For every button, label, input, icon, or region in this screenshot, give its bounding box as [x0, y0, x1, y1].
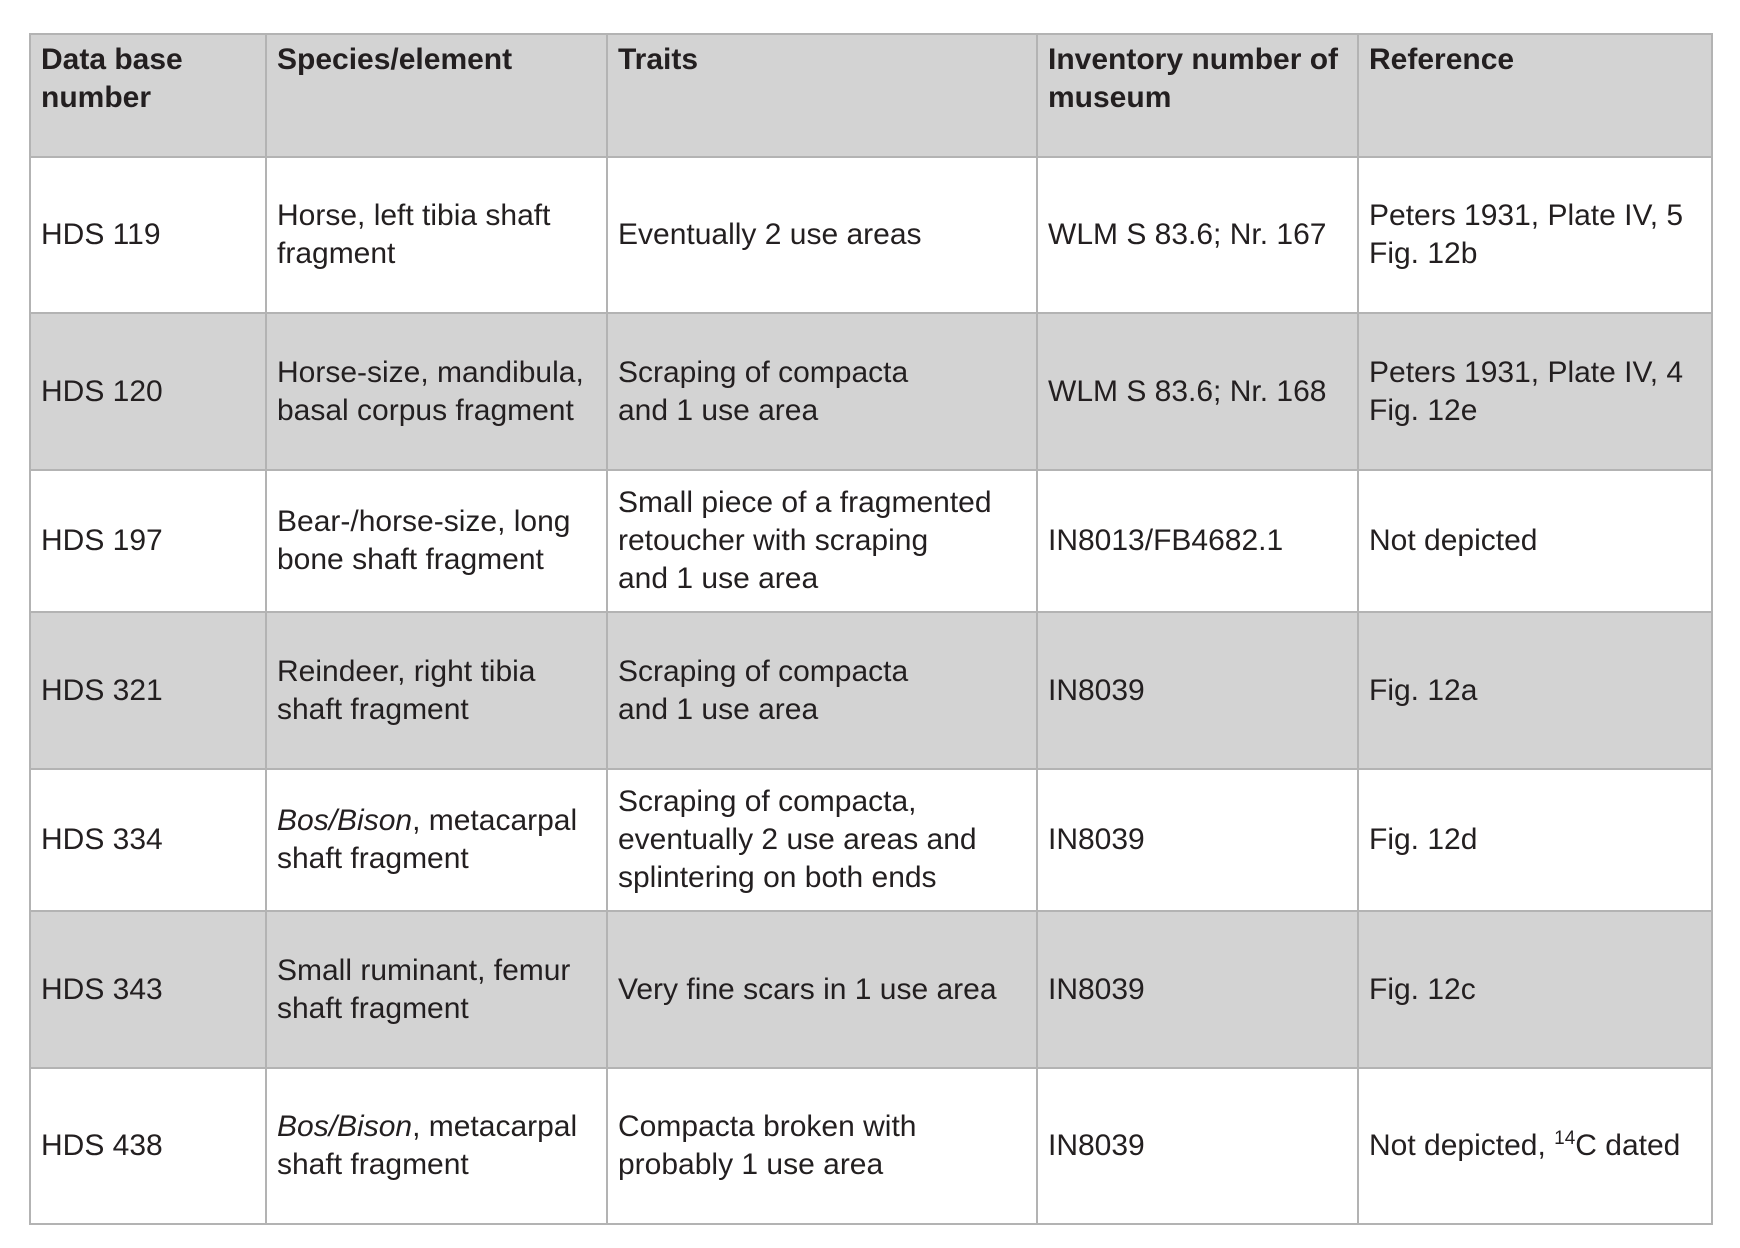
cell-traits — [607, 769, 1037, 911]
cell-reference — [1358, 157, 1712, 313]
cell-db-number: HDS 197 — [30, 470, 266, 612]
cell-species — [266, 769, 607, 911]
header-row — [30, 34, 1712, 157]
header-inventory: Inventory number of museum — [1037, 34, 1358, 157]
reference-line: Peters 1931, Plate IV, 4 — [1369, 355, 1684, 389]
cell-inventory: IN8039 — [1037, 769, 1358, 911]
data-table — [29, 33, 1713, 1225]
cell-traits: Eventually 2 use areas — [607, 157, 1037, 313]
species-italic: Bos/Bison — [277, 1110, 413, 1143]
header-reference: Reference — [1358, 34, 1712, 157]
traits-line: retoucher with scraping — [618, 524, 929, 557]
cell-reference: Fig. 12d — [1358, 769, 1712, 911]
traits-line: Scraping of compacta, — [618, 785, 917, 818]
reference-pre: Not depicted, — [1369, 1129, 1555, 1162]
reference-line: Fig. 12e — [1369, 393, 1478, 427]
reference-line: Fig. 12b — [1369, 237, 1478, 270]
cell-species: Horse, left tibia shaft fragment — [266, 157, 607, 313]
cell-inventory: IN8013/FB4682.1 — [1037, 470, 1358, 612]
cell-reference — [1358, 1068, 1712, 1224]
cell-traits — [607, 313, 1037, 470]
reference-superscript: 14 — [1554, 1128, 1576, 1149]
traits-line: Scraping of compacta — [618, 654, 909, 688]
traits-line: and 1 use area — [618, 562, 819, 595]
cell-db-number: HDS 119 — [30, 157, 266, 313]
cell-inventory: WLM S 83.6; Nr. 167 — [1037, 157, 1358, 313]
cell-db-number: HDS 438 — [30, 1068, 266, 1224]
traits-line: eventually 2 use areas and — [618, 823, 977, 856]
cell-db-number: HDS 321 — [30, 612, 266, 769]
cell-db-number: HDS 343 — [30, 911, 266, 1068]
reference-post: C dated — [1575, 1129, 1681, 1162]
traits-line: splintering on both ends — [618, 861, 937, 894]
header-traits: Traits — [607, 34, 1037, 157]
traits-line: Small piece of a fragmented — [618, 486, 992, 519]
cell-reference: Not depicted — [1358, 470, 1712, 612]
cell-reference: Fig. 12c — [1358, 911, 1712, 1068]
table-row — [30, 612, 1712, 769]
cell-species: Reindeer, right tibia shaft fragment — [266, 612, 607, 769]
cell-reference: Fig. 12a — [1358, 612, 1712, 769]
cell-traits — [607, 612, 1037, 769]
cell-species — [266, 1068, 607, 1224]
species-italic: Bos/Bison — [277, 804, 413, 837]
table-row — [30, 470, 1712, 612]
cell-traits: Compacta broken with probably 1 use area — [607, 1068, 1037, 1224]
cell-traits: Very fine scars in 1 use area — [607, 911, 1037, 1068]
table-row — [30, 157, 1712, 313]
cell-inventory: IN8039 — [1037, 1068, 1358, 1224]
header-db-number: Data base number — [30, 34, 266, 157]
cell-species: Small ruminant, femur shaft fragment — [266, 911, 607, 1068]
table-row — [30, 911, 1712, 1068]
cell-db-number: HDS 334 — [30, 769, 266, 911]
table-row — [30, 1068, 1712, 1224]
cell-reference — [1358, 313, 1712, 470]
table-row — [30, 313, 1712, 470]
cell-inventory: IN8039 — [1037, 612, 1358, 769]
traits-line: and 1 use area — [618, 393, 819, 427]
species-rest: , metacarpal shaft fragment — [277, 804, 578, 875]
header-species: Species/element — [266, 34, 607, 157]
reference-line: Peters 1931, Plate IV, 5 — [1369, 199, 1684, 232]
cell-species: Horse-size, mandibula, basal corpus fragment — [266, 313, 607, 470]
cell-inventory: WLM S 83.6; Nr. 168 — [1037, 313, 1358, 470]
traits-line: and 1 use area — [618, 692, 819, 726]
traits-line: Scraping of compacta — [618, 355, 909, 389]
cell-traits — [607, 470, 1037, 612]
cell-species: Bear-/horse-size, long bone shaft fragment — [266, 470, 607, 612]
cell-db-number: HDS 120 — [30, 313, 266, 470]
table-row — [30, 769, 1712, 911]
species-rest: , metacarpal shaft fragment — [277, 1110, 578, 1181]
cell-inventory: IN8039 — [1037, 911, 1358, 1068]
